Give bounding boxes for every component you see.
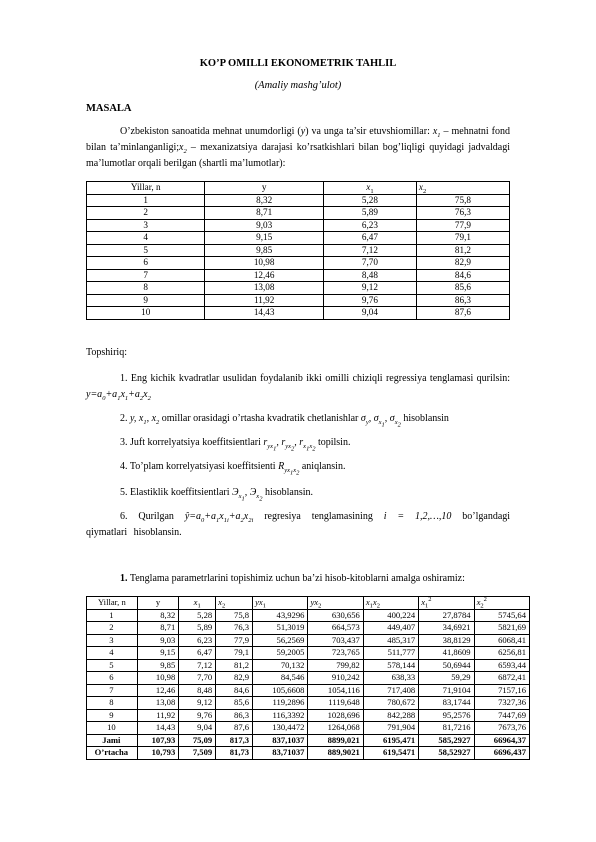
table-cell: 58,52927 bbox=[419, 747, 474, 760]
table-cell: 79,1 bbox=[216, 647, 253, 660]
summary-row bbox=[87, 734, 530, 747]
table-cell: 5,28 bbox=[179, 609, 216, 622]
table-cell: 85,6 bbox=[216, 697, 253, 710]
correlation-symbols: $r_{yx_1}$, $r_{yx_2}$, $r_{x_1x_2}$ bbox=[263, 437, 316, 453]
table-cell: 12,46 bbox=[205, 269, 323, 282]
table-cell: 889,9021 bbox=[308, 747, 363, 760]
table-cell: 1119,648 bbox=[308, 697, 363, 710]
table-cell: 81,2 bbox=[216, 659, 253, 672]
step-1-heading: 1. Tenglama parametrlarini topishimiz uchun ba’zi hisob-kitoblarni amalga oshiramiz: bbox=[120, 573, 465, 584]
table-cell: 723,765 bbox=[308, 647, 363, 660]
table-cell: 6 bbox=[87, 257, 205, 270]
table-cell: 9,15 bbox=[205, 232, 323, 245]
table-cell: 51,3019 bbox=[253, 622, 308, 635]
table-cell: 7,70 bbox=[179, 672, 216, 685]
table-cell: 83,71037 bbox=[253, 747, 308, 760]
intro-paragraph bbox=[86, 124, 510, 172]
table-cell: 791,904 bbox=[363, 722, 418, 735]
table-row bbox=[87, 219, 510, 232]
table-cell: 4 bbox=[87, 647, 138, 660]
table-cell: 71,9104 bbox=[419, 684, 474, 697]
table-cell: 6696,437 bbox=[474, 747, 529, 760]
table-cell: 66964,37 bbox=[474, 734, 529, 747]
table-cell: 56,2569 bbox=[253, 634, 308, 647]
table-cell: 10 bbox=[87, 722, 138, 735]
table-cell: 77,9 bbox=[416, 219, 509, 232]
table-cell: 817,3 bbox=[216, 734, 253, 747]
table-cell: 842,288 bbox=[363, 709, 418, 722]
table-cell: 59,2005 bbox=[253, 647, 308, 660]
task-5: 5. Elastiklik koeffitsientlari $Э_{x_1}$, $Э_{x_2}$ hisoblansin. bbox=[120, 487, 313, 503]
table-row bbox=[87, 194, 510, 207]
table-cell: 86,3 bbox=[416, 294, 509, 307]
table-cell: 5 bbox=[87, 659, 138, 672]
table-cell: 84,6 bbox=[416, 269, 509, 282]
table-cell: 10,793 bbox=[137, 747, 179, 760]
table-cell: 8,71 bbox=[137, 622, 179, 635]
table-cell: 6 bbox=[87, 672, 138, 685]
table-cell: 7157,16 bbox=[474, 684, 529, 697]
col-header-x2: $x_2$ bbox=[216, 597, 253, 610]
table-cell: 5 bbox=[87, 244, 205, 257]
table-cell: Jami bbox=[87, 734, 138, 747]
table-row bbox=[87, 647, 530, 660]
table-cell: 105,6608 bbox=[253, 684, 308, 697]
col-header-year: Yillar, n bbox=[87, 597, 138, 610]
table-cell: 9,12 bbox=[323, 282, 416, 295]
table-cell: 83,1744 bbox=[419, 697, 474, 710]
table-cell: 400,224 bbox=[363, 609, 418, 622]
table-cell: 8,32 bbox=[137, 609, 179, 622]
table-cell: 43,9296 bbox=[253, 609, 308, 622]
intro-text-3: – mehnatni fond bilan ta’minlanganligi; bbox=[86, 126, 510, 153]
table-cell: 81,7216 bbox=[419, 722, 474, 735]
table-cell: 7,12 bbox=[179, 659, 216, 672]
table-cell: 6195,471 bbox=[363, 734, 418, 747]
topshiriq-label: Topshiriq: bbox=[86, 347, 127, 358]
table-cell: 8,71 bbox=[205, 207, 323, 220]
table-row bbox=[87, 232, 510, 245]
intro-text-1: O’zbekiston sanoatida mehnat unumdorligi ( bbox=[120, 126, 301, 137]
table-cell: 5745,64 bbox=[474, 609, 529, 622]
table-cell: 41,8609 bbox=[419, 647, 474, 660]
table-cell: 82,9 bbox=[216, 672, 253, 685]
table-cell: O’rtacha bbox=[87, 747, 138, 760]
col-header-x2: $x_2$ bbox=[416, 182, 509, 195]
table-cell: 75,8 bbox=[416, 194, 509, 207]
table-cell: 5821,69 bbox=[474, 622, 529, 635]
table-cell: 8,48 bbox=[323, 269, 416, 282]
table-cell: 14,43 bbox=[205, 307, 323, 320]
table-cell: 107,93 bbox=[137, 734, 179, 747]
table-cell: 6068,41 bbox=[474, 634, 529, 647]
table-cell: 75,8 bbox=[216, 609, 253, 622]
table-cell: 8,48 bbox=[179, 684, 216, 697]
table-cell: 86,3 bbox=[216, 709, 253, 722]
table-cell: 76,3 bbox=[416, 207, 509, 220]
table-cell: 8899,021 bbox=[308, 734, 363, 747]
table-cell: 2 bbox=[87, 622, 138, 635]
table-cell: 6,23 bbox=[179, 634, 216, 647]
table-cell: 7,70 bbox=[323, 257, 416, 270]
table-cell: 837,1037 bbox=[253, 734, 308, 747]
table-cell: 50,6944 bbox=[419, 659, 474, 672]
table-cell: 6,47 bbox=[179, 647, 216, 660]
table-cell: 7 bbox=[87, 684, 138, 697]
sigma-symbols: $\sigma_y$, $\sigma_{x_1}$, $\sigma_{x_2}$ bbox=[360, 413, 401, 429]
table-cell: 3 bbox=[87, 219, 205, 232]
table-cell: 780,672 bbox=[363, 697, 418, 710]
table-row bbox=[87, 244, 510, 257]
table-cell: 630,656 bbox=[308, 609, 363, 622]
table-cell: 9,15 bbox=[137, 647, 179, 660]
table-row bbox=[87, 282, 510, 295]
table-cell: 1 bbox=[87, 194, 205, 207]
regression-formula: $y=a_0+a_1x_1+a_2x_2$ bbox=[86, 389, 151, 402]
table-row bbox=[87, 269, 510, 282]
table-cell: 1028,696 bbox=[308, 709, 363, 722]
table-row bbox=[87, 207, 510, 220]
table-cell: 9,12 bbox=[179, 697, 216, 710]
col-header-year: Yillar, n bbox=[87, 182, 205, 195]
table-cell: 638,33 bbox=[363, 672, 418, 685]
table-cell: 5,89 bbox=[179, 622, 216, 635]
table-cell: 11,92 bbox=[137, 709, 179, 722]
table-row bbox=[87, 697, 530, 710]
table-cell: 59,29 bbox=[419, 672, 474, 685]
col-header-yx1: $yx_1$ bbox=[253, 597, 308, 610]
table-cell: 9,76 bbox=[323, 294, 416, 307]
table-cell: 485,317 bbox=[363, 634, 418, 647]
table-cell: 1054,116 bbox=[308, 684, 363, 697]
table-cell: 2 bbox=[87, 207, 205, 220]
section-heading: MASALA bbox=[86, 103, 132, 114]
table-cell: 10 bbox=[87, 307, 205, 320]
table-cell: 511,777 bbox=[363, 647, 418, 660]
table-cell: 8 bbox=[87, 697, 138, 710]
table-cell: 578,144 bbox=[363, 659, 418, 672]
table-row bbox=[87, 684, 530, 697]
table-cell: 449,407 bbox=[363, 622, 418, 635]
table-cell: 27,8784 bbox=[419, 609, 474, 622]
col-header-x1x2: $x_1x_2$ bbox=[363, 597, 418, 610]
multiple-correlation-symbol: $R_{yx_1x_2}$ bbox=[278, 461, 300, 477]
task-6: 6. Qurilgan $ŷ=a_0+a_1x_{1i}+a_2x_{2i}$ regresiya tenglamasining i = 1,2,…,10 bo’lgandagi qiymatlari hisoblansin. bbox=[86, 511, 511, 538]
table-cell: 9,03 bbox=[205, 219, 323, 232]
table-cell: 9,04 bbox=[179, 722, 216, 735]
table-row bbox=[87, 659, 530, 672]
table-cell: 3 bbox=[87, 634, 138, 647]
table-cell: 1 bbox=[87, 609, 138, 622]
calculation-table bbox=[86, 596, 530, 760]
table-row bbox=[87, 294, 510, 307]
table-cell: 8 bbox=[87, 282, 205, 295]
table-row bbox=[87, 709, 530, 722]
table-cell: 10,98 bbox=[137, 672, 179, 685]
table-cell: 799,82 bbox=[308, 659, 363, 672]
table-cell: 9,85 bbox=[205, 244, 323, 257]
table-row bbox=[87, 622, 530, 635]
table-cell: 87,6 bbox=[216, 722, 253, 735]
table-cell: 7,509 bbox=[179, 747, 216, 760]
document-title: KO’P OMILLI EKONOMETRIK TAHLIL bbox=[199, 58, 397, 69]
table-cell: 34,6921 bbox=[419, 622, 474, 635]
table-cell: 7327,36 bbox=[474, 697, 529, 710]
table-cell: 75,09 bbox=[179, 734, 216, 747]
col-header-x2sq: $x_2^2$ bbox=[474, 597, 529, 610]
intro-text-2: ) va unga ta’sir etuvshiomillar: bbox=[305, 126, 433, 137]
var-y: y bbox=[300, 126, 306, 137]
table-cell: 8,32 bbox=[205, 194, 323, 207]
task-2: 2. y, $x_1$, $x_2$ omillar orasidagi o’rtasha kvadratik chetlanishlar $\sigma_y$, $\sigma_{x_1}$, $\sigma_{x_2}$ hisoblansin bbox=[120, 413, 449, 429]
table-cell: 9,85 bbox=[137, 659, 179, 672]
table-cell: 664,573 bbox=[308, 622, 363, 635]
table-row bbox=[87, 672, 530, 685]
table-cell: 95,2576 bbox=[419, 709, 474, 722]
table-cell: 10,98 bbox=[205, 257, 323, 270]
summary-row bbox=[87, 747, 530, 760]
task-1 bbox=[86, 371, 510, 403]
table-cell: 9 bbox=[87, 709, 138, 722]
col-header-y: y bbox=[205, 182, 323, 195]
data-table bbox=[86, 181, 510, 320]
task-2-vars: y, $x_1$, $x_2$ bbox=[130, 413, 160, 426]
table-cell: 5,89 bbox=[323, 207, 416, 220]
task-3: 3. Juft korrelyatsiya koeffitsientlari $r_{yx_1}$, $r_{yx_2}$, $r_{x_1x_2}$ topilsin. bbox=[120, 437, 351, 453]
table-cell: 84,546 bbox=[253, 672, 308, 685]
table-cell: 7 bbox=[87, 269, 205, 282]
table-cell: 77,9 bbox=[216, 634, 253, 647]
table-cell: 119,2896 bbox=[253, 697, 308, 710]
table-cell: 7447,69 bbox=[474, 709, 529, 722]
table-row bbox=[87, 307, 510, 320]
var-x2: $x_2$ bbox=[179, 142, 187, 155]
table-cell: 6593,44 bbox=[474, 659, 529, 672]
table-cell: 6872,41 bbox=[474, 672, 529, 685]
table-cell: 13,08 bbox=[205, 282, 323, 295]
table-cell: 12,46 bbox=[137, 684, 179, 697]
table-cell: 70,132 bbox=[253, 659, 308, 672]
table-cell: 7673,76 bbox=[474, 722, 529, 735]
table-cell: 585,2927 bbox=[419, 734, 474, 747]
table-cell: 9,76 bbox=[179, 709, 216, 722]
table-cell: 14,43 bbox=[137, 722, 179, 735]
table-cell: 9,03 bbox=[137, 634, 179, 647]
table-cell: 910,242 bbox=[308, 672, 363, 685]
col-header-yx2: $yx_2$ bbox=[308, 597, 363, 610]
col-header-x1: $x_1$ bbox=[323, 182, 416, 195]
table-cell: 7,12 bbox=[323, 244, 416, 257]
table-cell: 619,5471 bbox=[363, 747, 418, 760]
table-cell: 1264,068 bbox=[308, 722, 363, 735]
intro-text-4: – mexanizatsiya darajasi ko’rsatkishlari bilan bog’liqligi quyidagi jadvaldagi ma’lumotlar orqali berilgan (shartli ma’lumotlar): bbox=[86, 142, 511, 169]
table-cell: 5,28 bbox=[323, 194, 416, 207]
table-cell: 6,47 bbox=[323, 232, 416, 245]
elasticity-symbols: $Э_{x_1}$, $Э_{x_2}$ bbox=[232, 487, 263, 503]
table-row bbox=[87, 257, 510, 270]
table-cell: 87,6 bbox=[416, 307, 509, 320]
data-table-header bbox=[87, 182, 510, 195]
table-cell: 84,6 bbox=[216, 684, 253, 697]
task-1-text: 1. Eng kichik kvadratlar usulidan foydalanib ikki omilli chiziqli regressiya tenglamasi qurilsin: bbox=[120, 373, 510, 384]
index-range: i = 1,2,…,10 bbox=[383, 511, 452, 522]
table-cell: 9 bbox=[87, 294, 205, 307]
table-row bbox=[87, 609, 530, 622]
table-cell: 38,8129 bbox=[419, 634, 474, 647]
table-cell: 6256,81 bbox=[474, 647, 529, 660]
col-header-y: y bbox=[137, 597, 179, 610]
table-cell: 79,1 bbox=[416, 232, 509, 245]
var-x1: $x_1$ bbox=[432, 126, 441, 139]
table-cell: 81,73 bbox=[216, 747, 253, 760]
table-cell: 703,437 bbox=[308, 634, 363, 647]
task-4: 4. To’plam korrelyatsiyasi koeffitsienti $R_{yx_1x_2}$ aniqlansin. bbox=[120, 461, 346, 477]
table-row bbox=[87, 722, 530, 735]
col-header-x1sq: $x_1^2$ bbox=[419, 597, 474, 610]
table-cell: 11,92 bbox=[205, 294, 323, 307]
table-cell: 85,6 bbox=[416, 282, 509, 295]
col-header-x1: $x_1$ bbox=[179, 597, 216, 610]
table-cell: 4 bbox=[87, 232, 205, 245]
document-subtitle: (Amaliy mashg’ulot) bbox=[254, 80, 342, 91]
table-cell: 13,08 bbox=[137, 697, 179, 710]
fitted-formula: $ŷ=a_0+a_1x_{1i}+a_2x_{2i}$ bbox=[184, 511, 254, 524]
table-cell: 82,9 bbox=[416, 257, 509, 270]
table-cell: 81,2 bbox=[416, 244, 509, 257]
table-row bbox=[87, 634, 530, 647]
calculation-table-header bbox=[87, 597, 530, 610]
table-cell: 717,408 bbox=[363, 684, 418, 697]
table-cell: 6,23 bbox=[323, 219, 416, 232]
table-cell: 76,3 bbox=[216, 622, 253, 635]
table-cell: 130,4472 bbox=[253, 722, 308, 735]
table-cell: 116,3392 bbox=[253, 709, 308, 722]
table-cell: 9,04 bbox=[323, 307, 416, 320]
